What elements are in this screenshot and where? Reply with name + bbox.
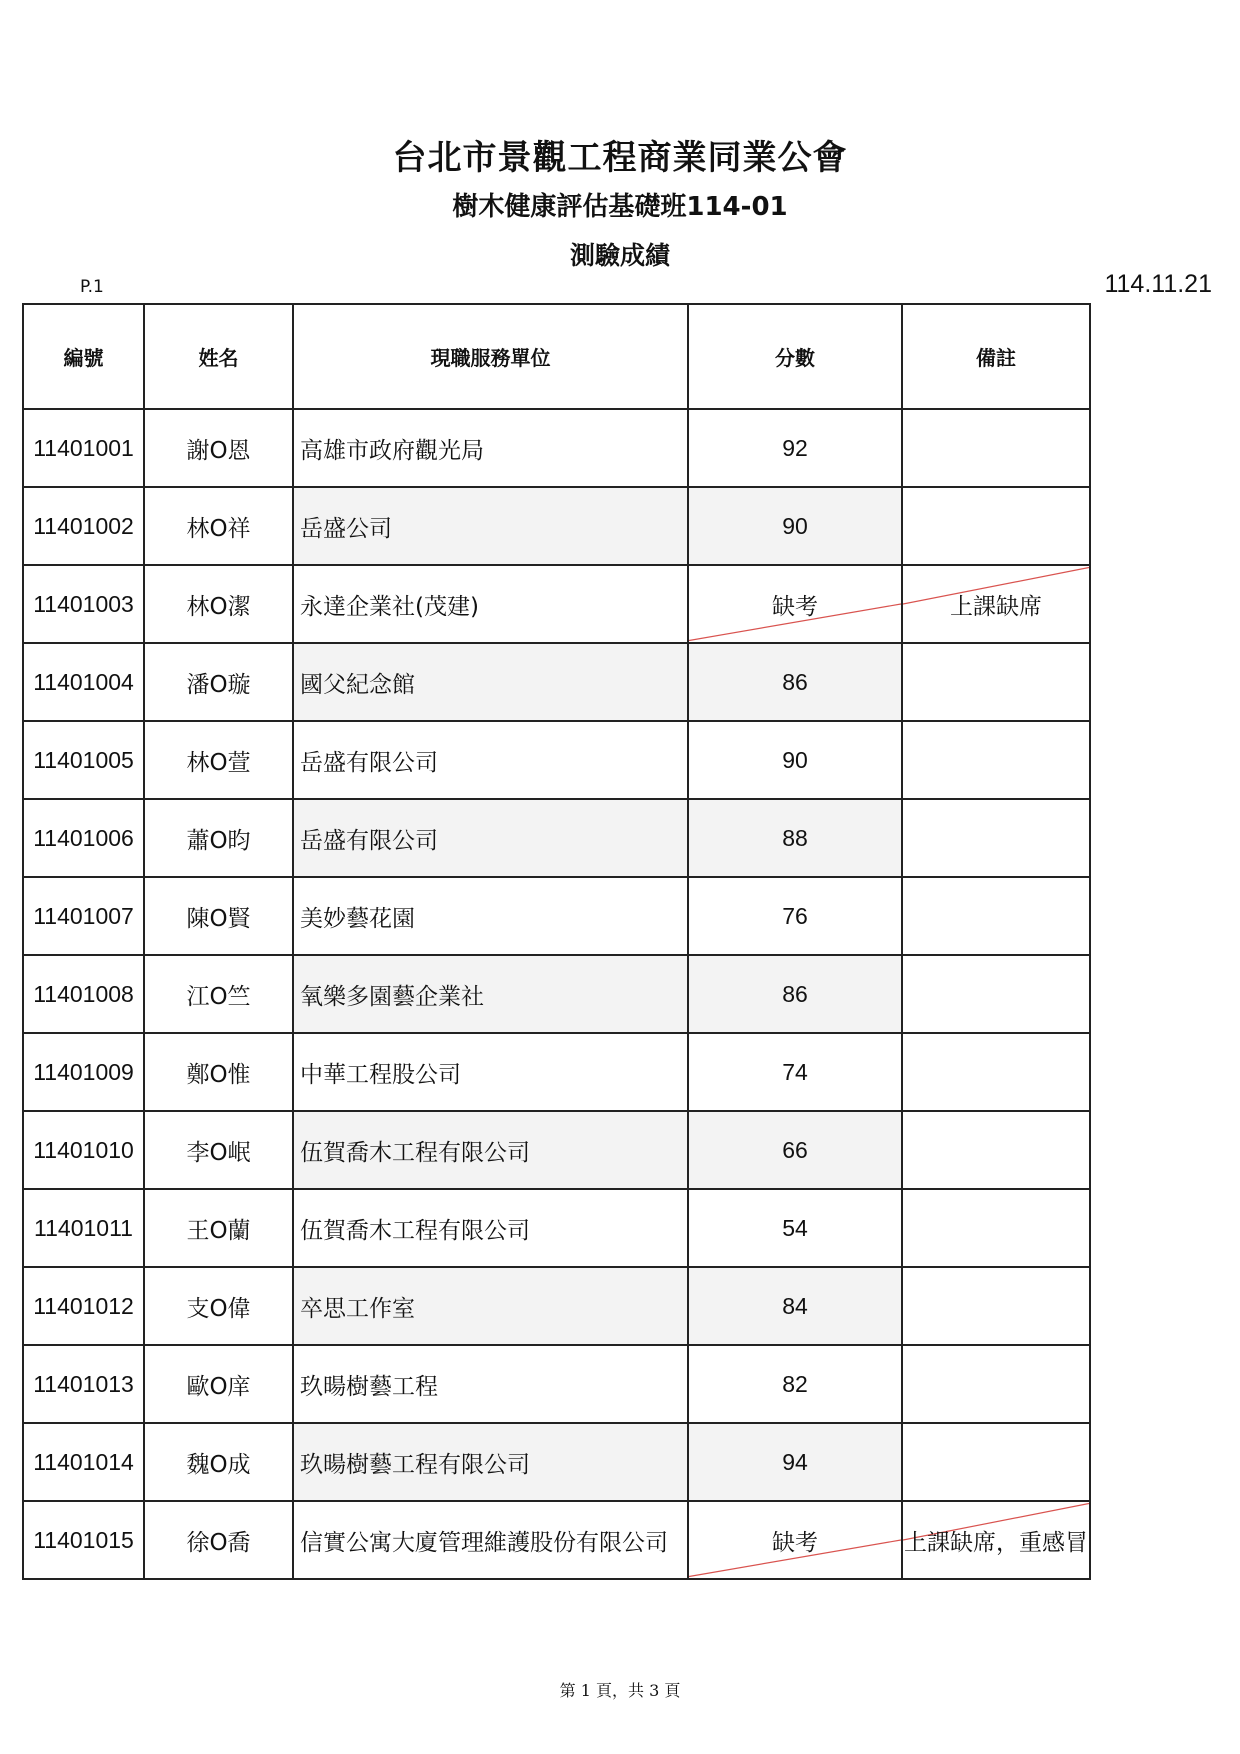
student-name-cell [144,1189,293,1267]
score-cell-text: 74 [782,1058,808,1085]
employer-cell-text: 伍賀喬木工程有限公司 [300,1217,530,1244]
student-name-cell-text: 江O竺 [186,983,251,1010]
note-cell-text: 上課缺席 [950,593,1042,620]
student-name-cell [144,409,293,487]
score-cell [688,1501,902,1579]
table-row [23,955,1090,1033]
score-cell [688,643,902,721]
employer-cell-text: 玖暘樹藝工程 [300,1373,438,1400]
student-name-cell [144,1345,293,1423]
score-cell-text: 88 [782,824,808,851]
column-header-id: 編號 [23,304,144,409]
date-label: 114.11.21 [1104,270,1212,298]
student-name-cell [144,1423,293,1501]
table-row [23,1345,1090,1423]
employer-cell-text: 中華工程股公司 [300,1061,461,1088]
table-body [23,409,1090,1579]
student-id-cell [23,877,144,955]
column-header-score: 分數 [688,304,902,409]
score-cell-text: 94 [782,1448,808,1475]
employer-cell [293,487,688,565]
employer-cell [293,1345,688,1423]
score-cell-text: 92 [782,434,808,461]
score-cell [688,1033,902,1111]
score-cell-text: 76 [782,902,808,929]
student-id-cell-text: 11401014 [33,1448,134,1475]
note-cell [902,721,1090,799]
student-id-cell [23,1267,144,1345]
employer-cell [293,955,688,1033]
note-cell [902,487,1090,565]
student-id-cell-text: 11401009 [33,1058,134,1085]
employer-cell-text: 信實公寓大廈管理維護股份有限公司 [300,1529,668,1556]
student-id-cell [23,565,144,643]
student-id-cell-text: 11401008 [33,980,134,1007]
document-title: 台北市景觀工程商業同業公會 [392,138,848,178]
student-name-cell-text: 林O祥 [186,515,251,542]
employer-cell [293,643,688,721]
note-cell-text: 上課缺席，重感冒 [904,1529,1088,1556]
employer-cell-text: 岳盛有限公司 [300,827,438,854]
score-cell-text: 54 [782,1214,808,1241]
score-cell-text: 66 [782,1136,808,1163]
employer-cell-text: 美妙藝花園 [300,905,415,932]
column-header-note: 備註 [902,304,1090,409]
note-cell [902,955,1090,1033]
student-name-cell-text: 謝O恩 [186,437,251,464]
student-id-cell-text: 11401006 [33,824,134,851]
student-id-cell-text: 11401002 [33,512,134,539]
student-name-cell [144,721,293,799]
student-id-cell-text: 11401003 [33,590,134,617]
employer-cell-text: 玖暘樹藝工程有限公司 [300,1451,530,1478]
employer-cell [293,1423,688,1501]
table-row [23,1501,1090,1579]
employer-cell [293,1111,688,1189]
table-row [23,565,1090,643]
note-cell [902,1423,1090,1501]
score-cell [688,1189,902,1267]
note-cell [902,409,1090,487]
score-cell [688,1345,902,1423]
student-name-cell-text: 林O萱 [186,749,251,776]
score-cell-text: 82 [782,1370,808,1397]
student-name-cell-text: 蕭O昀 [186,827,251,854]
table-row [23,487,1090,565]
student-id-cell [23,643,144,721]
student-id-cell [23,1423,144,1501]
student-id-cell [23,721,144,799]
score-cell-text: 缺考 [772,592,818,619]
employer-cell-text: 伍賀喬木工程有限公司 [300,1139,530,1166]
table-row [23,1111,1090,1189]
table-row [23,643,1090,721]
employer-cell-text: 永達企業社(茂建) [300,593,479,620]
table-row [23,799,1090,877]
score-cell-text: 86 [782,668,808,695]
student-id-cell [23,1189,144,1267]
table-row [23,409,1090,487]
student-id-cell [23,487,144,565]
employer-cell [293,877,688,955]
score-cell [688,409,902,487]
student-name-cell [144,643,293,721]
student-id-cell-text: 11401010 [33,1136,134,1163]
score-cell [688,799,902,877]
student-name-cell-text: 王O蘭 [186,1217,251,1244]
student-id-cell-text: 11401004 [33,668,134,695]
page-footer: 第 1 頁，共 3 頁 [559,1681,681,1700]
note-cell [902,643,1090,721]
table-row [23,721,1090,799]
employer-cell-text: 岳盛有限公司 [300,749,438,776]
student-name-cell [144,1111,293,1189]
table-header-row [23,304,1090,409]
student-id-cell [23,799,144,877]
student-id-cell-text: 11401012 [33,1292,134,1319]
student-name-cell-text: 李O岷 [186,1139,251,1166]
table-row [23,1033,1090,1111]
employer-cell-text: 氧樂多園藝企業社 [300,983,484,1010]
employer-cell [293,1501,688,1579]
table-row [23,1189,1090,1267]
student-name-cell-text: 潘O璇 [186,671,251,698]
course-title: 樹木健康評估基礎班114-01 [452,192,788,222]
student-id-cell-text: 11401005 [33,746,134,773]
student-id-cell [23,1345,144,1423]
student-name-cell [144,1267,293,1345]
student-id-cell-text: 11401015 [33,1526,134,1553]
employer-cell [293,799,688,877]
note-cell [902,1345,1090,1423]
employer-cell [293,565,688,643]
note-cell [902,1189,1090,1267]
score-cell-text: 84 [782,1292,808,1319]
note-cell [902,565,1090,643]
column-header-name: 姓名 [144,304,293,409]
student-name-cell [144,877,293,955]
employer-cell-text: 卒思工作室 [300,1295,415,1322]
employer-cell [293,721,688,799]
employer-cell [293,1267,688,1345]
student-name-cell-text: 林O潔 [186,593,251,620]
score-cell [688,1111,902,1189]
employer-cell-text: 國父紀念館 [300,671,415,698]
score-cell-text: 90 [782,746,808,773]
student-id-cell [23,955,144,1033]
score-cell-text: 86 [782,980,808,1007]
page-label: P.1 [80,277,104,297]
score-table [22,303,1091,1580]
employer-cell-text: 高雄市政府觀光局 [300,437,484,464]
note-cell [902,1501,1090,1579]
score-cell-text: 90 [782,512,808,539]
student-name-cell [144,1501,293,1579]
table-row [23,1423,1090,1501]
employer-cell-text: 岳盛公司 [300,515,392,542]
score-cell-text: 缺考 [772,1528,818,1555]
table-row [23,1267,1090,1345]
score-cell [688,955,902,1033]
student-id-cell-text: 11401011 [34,1214,133,1241]
note-cell [902,799,1090,877]
student-id-cell-text: 11401013 [33,1370,134,1397]
section-title: 測驗成績 [569,241,670,270]
student-id-cell-text: 11401007 [33,902,134,929]
student-id-cell-text: 11401001 [33,434,134,461]
score-cell [688,487,902,565]
student-id-cell [23,1033,144,1111]
employer-cell [293,1033,688,1111]
student-id-cell [23,1111,144,1189]
employer-cell [293,409,688,487]
score-cell [688,1423,902,1501]
student-name-cell [144,955,293,1033]
student-name-cell-text: 魏O成 [186,1451,251,1478]
note-cell [902,877,1090,955]
table-row [23,877,1090,955]
student-name-cell-text: 歐O庠 [186,1373,251,1400]
note-cell [902,1267,1090,1345]
student-id-cell [23,1501,144,1579]
employer-cell [293,1189,688,1267]
student-name-cell-text: 徐O喬 [186,1529,251,1556]
student-id-cell [23,409,144,487]
student-name-cell-text: 支O偉 [186,1295,251,1322]
student-name-cell [144,799,293,877]
student-name-cell [144,487,293,565]
column-header-unit: 現職服務單位 [293,304,688,409]
score-cell [688,565,902,643]
student-name-cell-text: 陳O賢 [186,905,251,932]
student-name-cell [144,565,293,643]
student-name-cell [144,1033,293,1111]
student-name-cell-text: 鄭O惟 [186,1061,251,1088]
score-cell [688,721,902,799]
score-cell [688,877,902,955]
score-cell [688,1267,902,1345]
note-cell [902,1111,1090,1189]
note-cell [902,1033,1090,1111]
